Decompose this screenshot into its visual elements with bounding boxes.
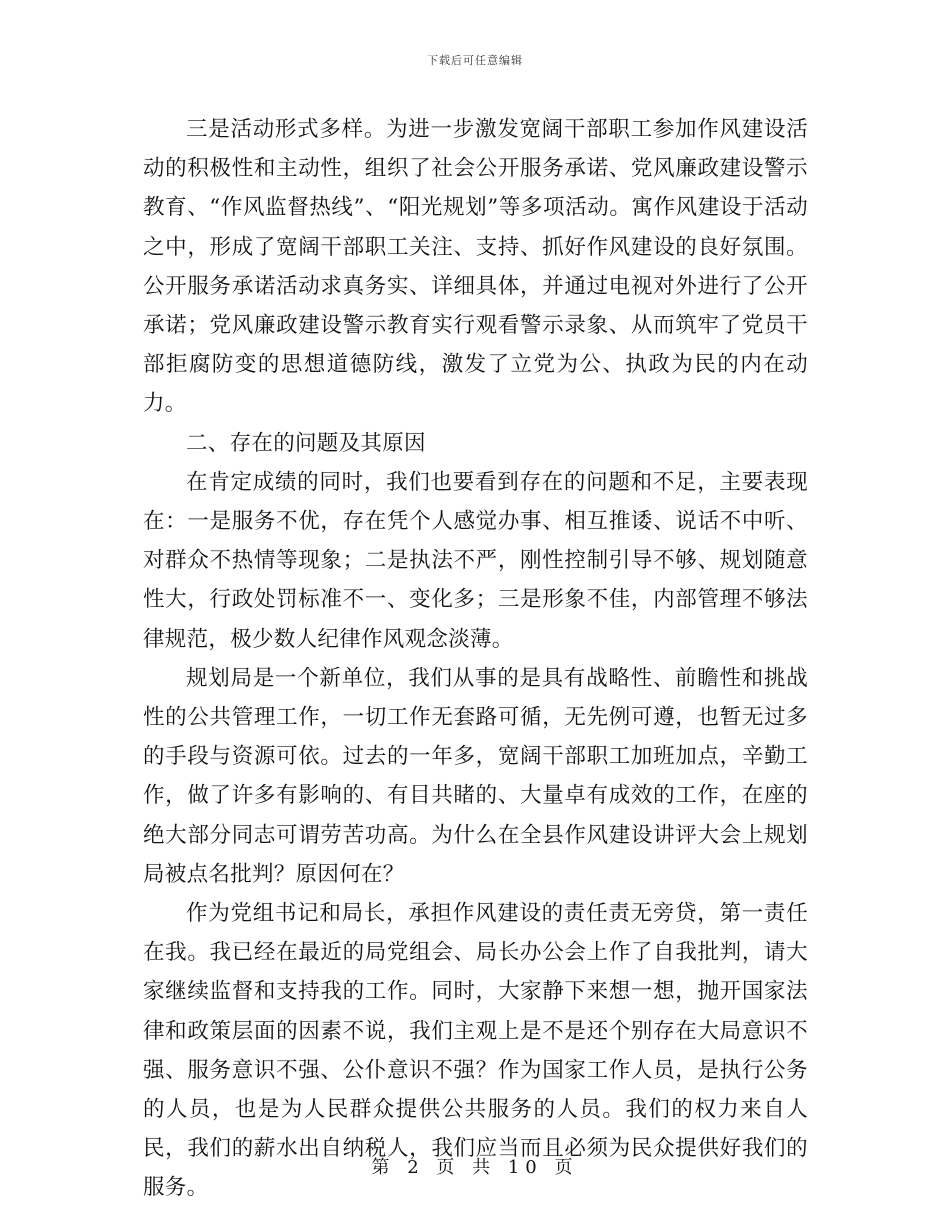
paragraph-activities: 三是活动形式多样。为进一步激发宽阔干部职工参加作风建设活动的积极性和主动性，组织了社会公开服务承诺、党风廉政建设警示教育、“作风监督热线”、“阳光规划”等多项活动。寓作风建设于活动之中，形成了宽阔干部职工关注、支持、抓好作风建设的良好氛围。公开服务承诺活动求真务实、详细具体，并通过电视对外进行了公开承诺；党风廉政建设警示教育实行观看警示录象、从而筑牢了党员干部拒腐防变的思想道德防线，激发了立党为公、执政为民的内在动力。 (143, 117, 808, 417)
paragraph-planning-bureau: 规划局是一个新单位，我们从事的是具有战略性、前瞻性和挑战性的公共管理工作，一切工作无套路可循，无先例可遵，也暂无过多的手段与资源可依。过去的一年多，宽阔干部职工加班加点，辛勤工作，做了许多有影响的、有目共睹的、大量卓有成效的工作，在座的绝大部分同志可谓劳苦功高。为什么在全县作风建设讲评大会上规划局被点名批判？原因何在？ (143, 665, 808, 887)
paragraph-responsibility: 作为党组书记和局长，承担作风建设的责任责无旁贷，第一责任在我。我已经在最近的局党组会、局长办公会上作了自我批判，请大家继续监督和支持我的工作。同时，大家静下来想一想，抛开国家法律和政策层面的因素不说，我们主观上是不是还个别存在大局意识不强、服务意识不强、公仆意识不强？作为国家工作人员，是执行公务的人员，也是为人民群众提供公共服务的人员。我们的权力来自人民，我们的薪水出自纳税人，我们应当而且必须为民众提供好我们的服务。 (143, 901, 808, 1201)
section-heading-problems: 二、存在的问题及其原因 (186, 430, 426, 456)
document-body (143, 110, 808, 1208)
page-number: 第 2 页 共 10 页 (371, 1157, 579, 1178)
page-header: 下载后可任意编辑 (427, 54, 523, 67)
paragraph-problems: 在肯定成绩的同时，我们也要看到存在的问题和不足，主要表现在：一是服务不优，存在凭个人感觉办事、相互推诿、说话不中听、对群众不热情等现象；二是执法不严，刚性控制引导不够、规划随意性大，行政处罚标准不一、变化多；三是形象不佳，内部管理不够法律规范，极少数人纪律作风观念淡薄。 (143, 469, 808, 652)
